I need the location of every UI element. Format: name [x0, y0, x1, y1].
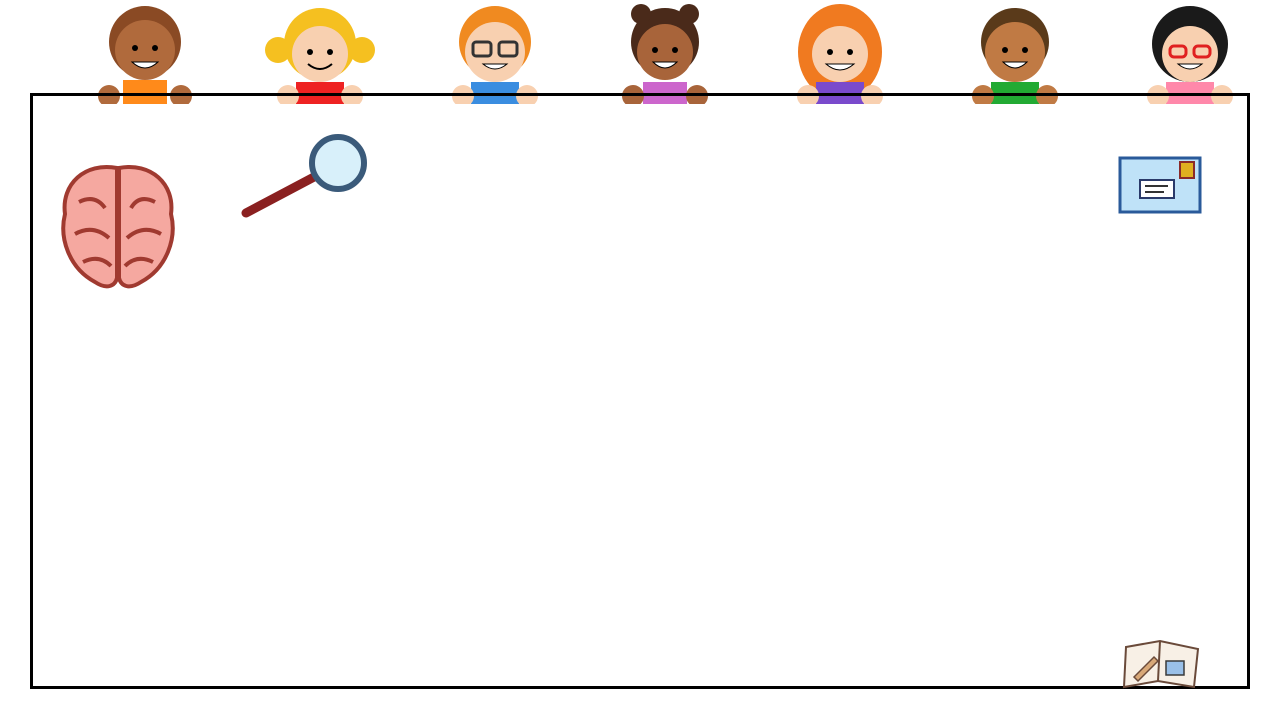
- child-avatar-sunday: [1130, 0, 1250, 104]
- brain-icon: [55, 158, 181, 298]
- children-illustrations: [30, 0, 1250, 100]
- weekday-header-row: [33, 96, 1247, 158]
- child-avatar-thursday: [605, 0, 725, 104]
- envelope-icon: [1118, 156, 1202, 214]
- child-avatar-saturday: [955, 0, 1075, 104]
- child-avatar-friday: [780, 0, 900, 104]
- magnifying-glass-icon: [240, 133, 372, 219]
- child-avatar-monday: [85, 0, 205, 104]
- notebook-icon: [1120, 637, 1204, 695]
- title-row: [33, 158, 1247, 219]
- september-calendar: [30, 93, 1250, 689]
- child-avatar-wednesday: [435, 0, 555, 104]
- child-avatar-tuesday: [260, 0, 380, 104]
